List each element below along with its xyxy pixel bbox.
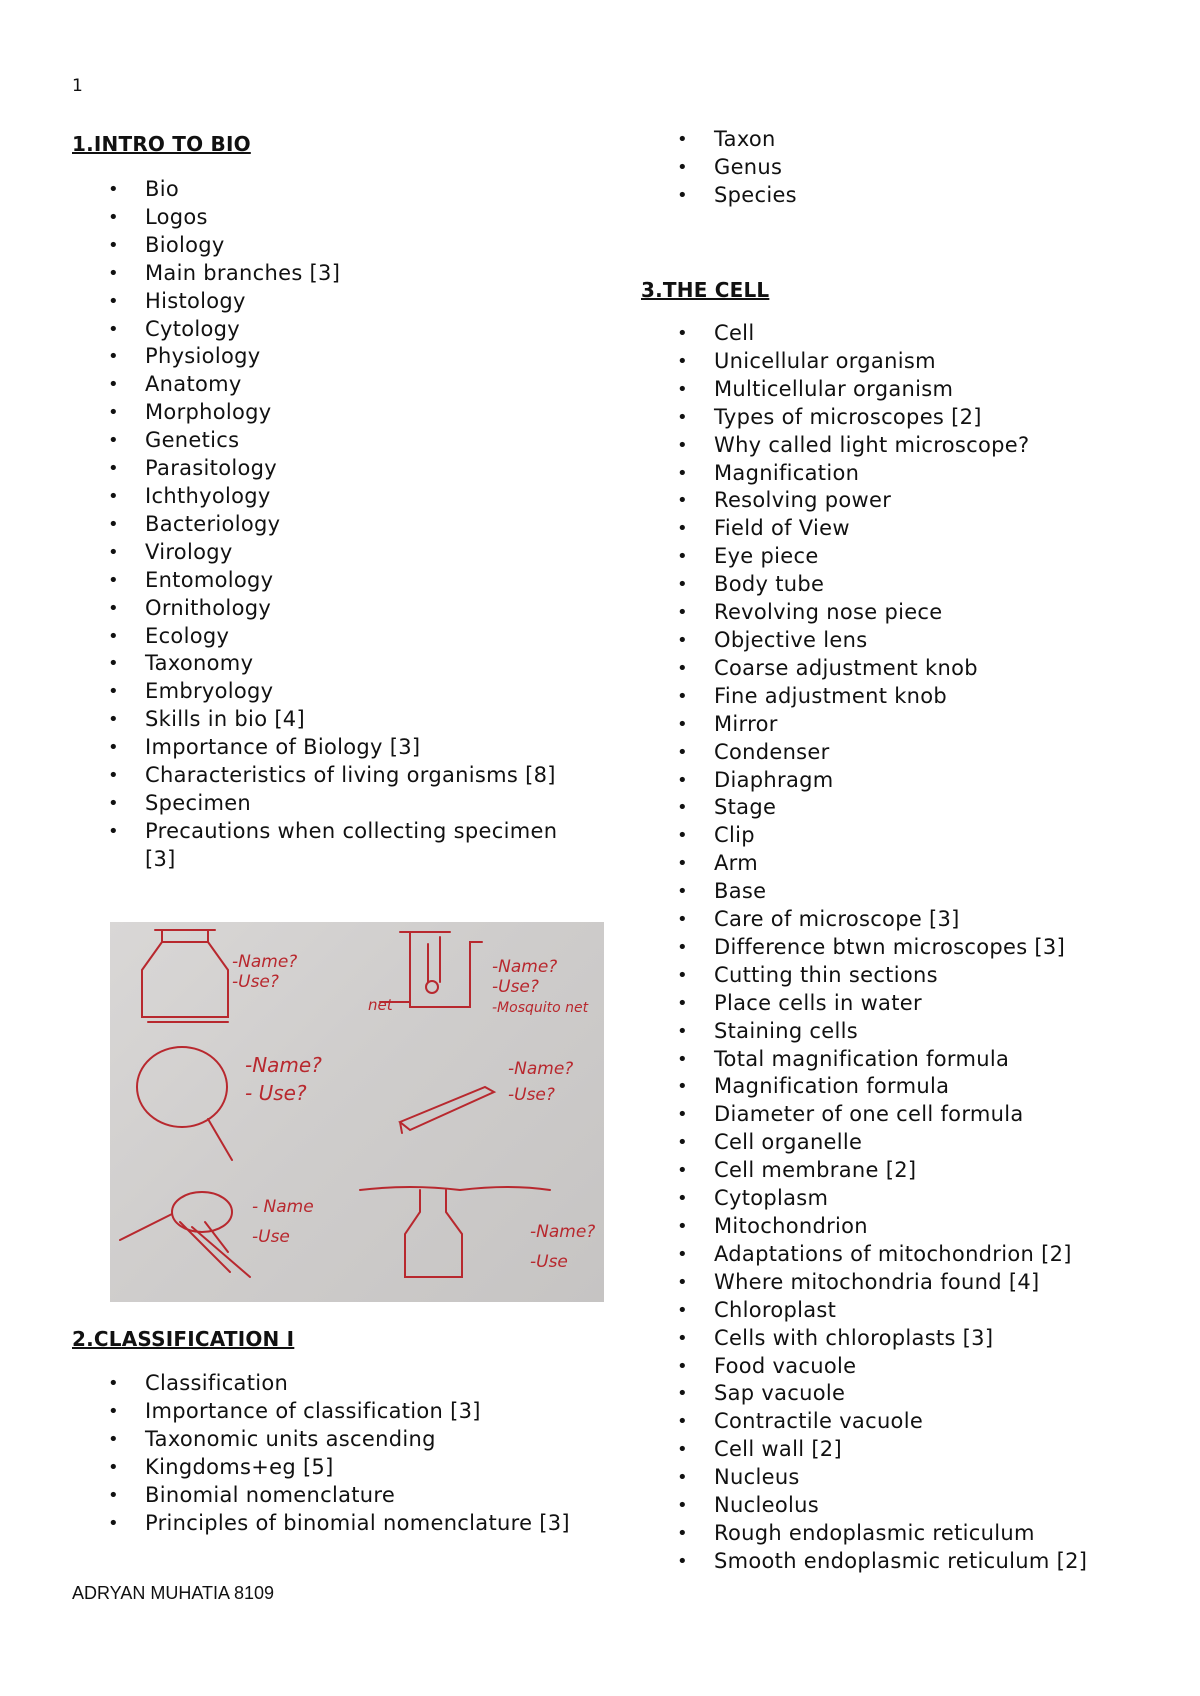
list-item: • Diameter of one cell formula [641, 1101, 1161, 1129]
list-item: • Biology [72, 232, 572, 260]
list-item: • Coarse adjustment knob [641, 655, 1161, 683]
list-item: • Magnification [641, 460, 1161, 488]
list-item: • Stage [641, 794, 1161, 822]
list-item: • Cytology [72, 316, 572, 344]
list-item: • Cytoplasm [641, 1185, 1161, 1213]
list-item: • Specimen [72, 790, 572, 818]
list-item: • Nucleus [641, 1464, 1161, 1492]
list-item: • Contractile vacuole [641, 1408, 1161, 1436]
section-heading-cell: 3.THE CELL [641, 278, 770, 302]
list-item: • Cell wall [2] [641, 1436, 1161, 1464]
list-item: • Entomology [72, 567, 572, 595]
list-item: • Cell membrane [2] [641, 1157, 1161, 1185]
list-item: • Bio [72, 176, 572, 204]
footer-author: ADRYAN MUHATIA 8109 [72, 1583, 275, 1603]
list-item: • Cutting thin sections [641, 962, 1161, 990]
sweep-label-2: -Use [252, 1227, 290, 1247]
list-item: • Diaphragm [641, 767, 1161, 795]
list-item: • Importance of Biology [3] [72, 734, 572, 762]
list-item: • Taxonomic units ascending [72, 1426, 572, 1454]
trap-label-1: -Name? [492, 957, 558, 977]
list-item: • Rough endoplasmic reticulum [641, 1520, 1161, 1548]
list-item: • Taxon [641, 126, 1161, 154]
list-item: • Virology [72, 539, 572, 567]
list-item: • Place cells in water [641, 990, 1161, 1018]
list-item: • Adaptations of mitochondrion [2] [641, 1241, 1161, 1269]
list-item: • Magnification formula [641, 1073, 1161, 1101]
list-item: • Embryology [72, 678, 572, 706]
page-number: 1 [72, 76, 83, 96]
list-item: • Base [641, 878, 1161, 906]
list-item: • Mitochondrion [641, 1213, 1161, 1241]
list-item: • Types of microscopes [2] [641, 404, 1161, 432]
sketch-drawing [110, 922, 604, 1302]
list-item: • Kingdoms+eg [5] [72, 1454, 572, 1482]
list-item: • Revolving nose piece [641, 599, 1161, 627]
list-item: • Genus [641, 154, 1161, 182]
tube-label-1: -Name? [508, 1059, 574, 1079]
bottle-label-1: -Name? [232, 952, 298, 972]
specimen-equipment-sketch [110, 922, 604, 1302]
list-item: • Bacteriology [72, 511, 572, 539]
list-item: • Genetics [72, 427, 572, 455]
list-item: • Characteristics of living organisms [8] [72, 762, 572, 790]
trap-label-3: -Mosquito net [492, 1000, 589, 1016]
list-item: • Cells with chloroplasts [3] [641, 1325, 1161, 1353]
list-item: • Condenser [641, 739, 1161, 767]
list-item: • Chloroplast [641, 1297, 1161, 1325]
list-item: • Unicellular organism [641, 348, 1161, 376]
list-item: • Main branches [3] [72, 260, 572, 288]
list-item: • Arm [641, 850, 1161, 878]
list-item: • Binomial nomenclature [72, 1482, 572, 1510]
intro-list [72, 176, 572, 874]
list-item: • Food vacuole [641, 1353, 1161, 1381]
pitfall-label-1: -Name? [530, 1222, 596, 1242]
sweep-label-1: - Name [252, 1197, 314, 1217]
list-item: • Ornithology [72, 595, 572, 623]
list-item: • Principles of binomial nomenclature [3] [72, 1510, 572, 1538]
list-item: • Smooth endoplasmic reticulum [2] [641, 1548, 1161, 1576]
list-item: • Objective lens [641, 627, 1161, 655]
list-item: • Staining cells [641, 1018, 1161, 1046]
list-item: • Body tube [641, 571, 1161, 599]
list-item: • Sap vacuole [641, 1380, 1161, 1408]
trap-label-2: -Use? [492, 977, 539, 997]
list-item: • Clip [641, 822, 1161, 850]
classification-list [72, 1370, 572, 1537]
list-item: • Cell [641, 320, 1161, 348]
lens-label-1: -Name? [245, 1053, 322, 1077]
list-item: • Resolving power [641, 487, 1161, 515]
list-item: • Care of microscope [3] [641, 906, 1161, 934]
list-item: • Mirror [641, 711, 1161, 739]
lens-label-2: - Use? [245, 1081, 307, 1105]
tube-label-2: -Use? [508, 1085, 555, 1105]
list-item: • Species [641, 182, 1161, 210]
list-item: • Fine adjustment knob [641, 683, 1161, 711]
section-heading-intro: 1.INTRO TO BIO [72, 132, 251, 156]
list-item: • Cell organelle [641, 1129, 1161, 1157]
list-item: • Parasitology [72, 455, 572, 483]
cell-list [641, 320, 1161, 1576]
list-item: • Field of View [641, 515, 1161, 543]
list-item: • Ichthyology [72, 483, 572, 511]
list-item: • Taxonomy [72, 650, 572, 678]
section-heading-classification: 2.CLASSIFICATION I [72, 1327, 295, 1351]
pitfall-label-2: -Use [530, 1252, 568, 1272]
list-item: • Precautions when collecting specimen [3] [72, 818, 572, 874]
classification-continued-list [641, 126, 1161, 210]
list-item: • Histology [72, 288, 572, 316]
list-item: • Logos [72, 204, 572, 232]
bottle-label-2: -Use? [232, 972, 279, 992]
list-item: • Importance of classification [3] [72, 1398, 572, 1426]
list-item: • Physiology [72, 343, 572, 371]
list-item: • Nucleolus [641, 1492, 1161, 1520]
list-item: • Why called light microscope? [641, 432, 1161, 460]
list-item: • Ecology [72, 623, 572, 651]
list-item: • Where mitochondria found [4] [641, 1269, 1161, 1297]
list-item: • Morphology [72, 399, 572, 427]
list-item: • Classification [72, 1370, 572, 1398]
list-item: • Anatomy [72, 371, 572, 399]
list-item: • Eye piece [641, 543, 1161, 571]
list-item: • Difference btwn microscopes [3] [641, 934, 1161, 962]
list-item: • Multicellular organism [641, 376, 1161, 404]
list-item: • Total magnification formula [641, 1046, 1161, 1074]
trap-net-label: net [368, 996, 393, 1014]
list-item: • Skills in bio [4] [72, 706, 572, 734]
